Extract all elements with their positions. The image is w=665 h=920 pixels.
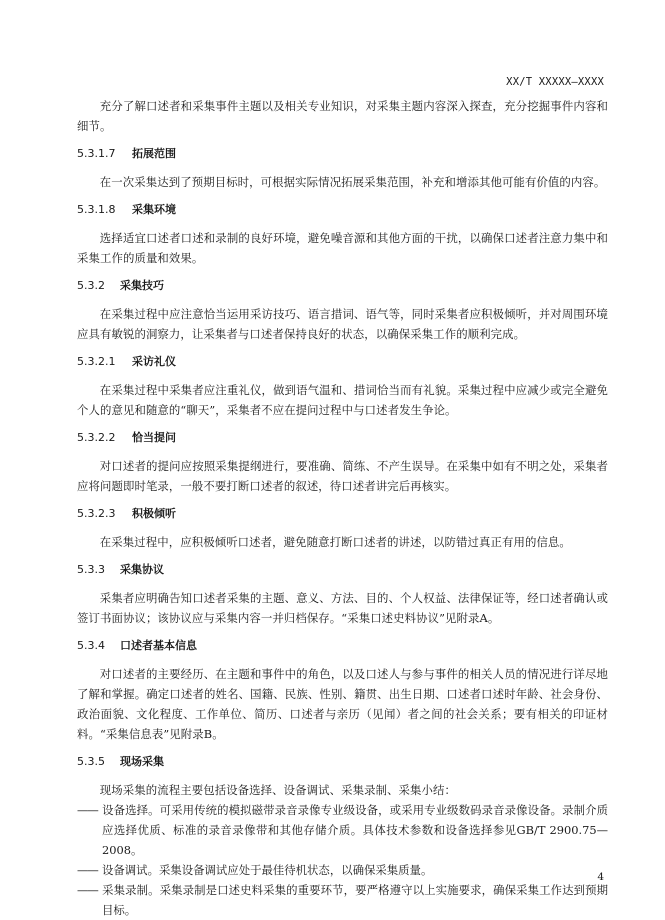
section-paragraph: 对口述者的提问应按照采集提纲进行，要准确、简练、不产生误导。在采集中如有不明之处，采集者应将问题即时笔录，一般不要打断口述者的叙述，待口述者讲完后再核实。	[77, 459, 608, 493]
list-item	[77, 800, 608, 860]
document-body	[77, 96, 608, 920]
section-paragraph: 在采集过程中采集者应注重礼仪，做到语气温和、措词恰当而有礼貌。采集过程中应减少或完全避免个人的意见和随意的“聊天”，采集者不应在提问过程中与口述者发生争论。	[77, 383, 608, 417]
section-paragraph: 采集者应明确告知口述者采集的主题、意义、方法、目的、个人权益、法律保证等，经口述者确认或签订书面协议；该协议应与采集内容一并归档保存。“采集口述史料协议”见附录A。	[77, 591, 608, 625]
section-paragraph: 现场采集的流程主要包括设备选择、设备调试、采集录制、采集小结：	[99, 783, 457, 797]
list-item	[77, 880, 608, 920]
list-item-text: 设备调试。采集设备调试应处于最佳待机状态，以确保采集质量。	[102, 863, 433, 877]
section-title: 采集环境	[132, 203, 176, 216]
section-paragraph: 在一次采集达到了预期目标时，可根据实际情况拓展采集范围，补充和增添其他可能有价值的内容。	[99, 175, 606, 189]
section-paragraph: 对口述者的主要经历、在主题和事件中的角色，以及口述人与参与事件的相关人员的情况进行详尽地了解和掌握。确定口述者的姓名、国籍、民族、性别、籍贯、出生日期、口述者口述时年龄、社会身份、政治面貌、文化程度、工作单位、简历、口述者与亲历（见闻）者之间的社会关系；要有相关的印证材料。“采集信息表”见附录B。	[77, 667, 608, 741]
section-number: 5.3.4	[77, 639, 105, 652]
section-number: 5.3.3	[77, 563, 105, 576]
section-number: 5.3.2.1	[77, 355, 116, 368]
page-number: 4	[597, 871, 604, 883]
section-title: 拓展范围	[132, 147, 176, 160]
section-title: 采集协议	[120, 563, 164, 576]
list-item-text: 设备选择。可采用传统的模拟磁带录音录像专业级设备，或采用专业级数码录音录像设备。录制介质应选择优质、标准的录音录像带和其他存储介质。具体技术参数和设备选择参见GB/T 2900.75—2008。	[102, 803, 608, 857]
section-number: 5.3.2.3	[77, 507, 116, 520]
section-number: 5.3.1.8	[77, 203, 116, 216]
section-paragraph: 选择适宜口述者口述和录制的良好环境，避免噪音源和其他方面的干扰，以确保口述者注意力集中和采集工作的质量和效果。	[77, 231, 608, 265]
list-item	[77, 860, 608, 880]
section-heading	[77, 560, 608, 580]
section-title: 采访礼仪	[132, 355, 176, 368]
section-title: 恰当提问	[132, 431, 176, 444]
section-heading	[77, 504, 608, 524]
list-dash: ——	[77, 803, 98, 817]
section-title: 口述者基本信息	[120, 639, 197, 652]
section-heading	[77, 428, 608, 448]
section-title: 现场采集	[120, 755, 164, 768]
section-title: 采集技巧	[120, 279, 164, 292]
section-number: 5.3.5	[77, 755, 105, 768]
section-heading	[77, 144, 608, 164]
section-heading	[77, 200, 608, 220]
list-dash: ——	[77, 883, 98, 897]
section-number: 5.3.2.2	[77, 431, 116, 444]
list-item-text: 采集录制。采集录制是口述史料采集的重要环节，要严格遵守以上实施要求，确保采集工作达到预期目标。	[102, 883, 608, 917]
section-paragraph: 在采集过程中应注意恰当运用采访技巧、语言措词、语气等，同时采集者应积极倾听，并对周围环境应具有敏锐的洞察力，让采集者与口述者保持良好的状态，以确保采集工作的顺利完成。	[77, 307, 608, 341]
section-title: 积极倾听	[132, 507, 176, 520]
section-paragraph: 在采集过程中，应积极倾听口述者，避免随意打断口述者的讲述，以防错过真正有用的信息。	[99, 535, 571, 549]
document-code: XX/T XXXXX—XXXX	[506, 76, 604, 88]
intro-paragraph: 充分了解口述者和采集事件主题以及相关专业知识，对采集主题内容深入探查，充分挖掘事件内容和细节。	[77, 99, 608, 133]
section-number: 5.3.1.7	[77, 147, 116, 160]
section-heading	[77, 352, 608, 372]
list-dash: ——	[77, 863, 98, 877]
section-heading	[77, 752, 608, 772]
section-heading	[77, 636, 608, 656]
section-heading	[77, 276, 608, 296]
section-number: 5.3.2	[77, 279, 105, 292]
